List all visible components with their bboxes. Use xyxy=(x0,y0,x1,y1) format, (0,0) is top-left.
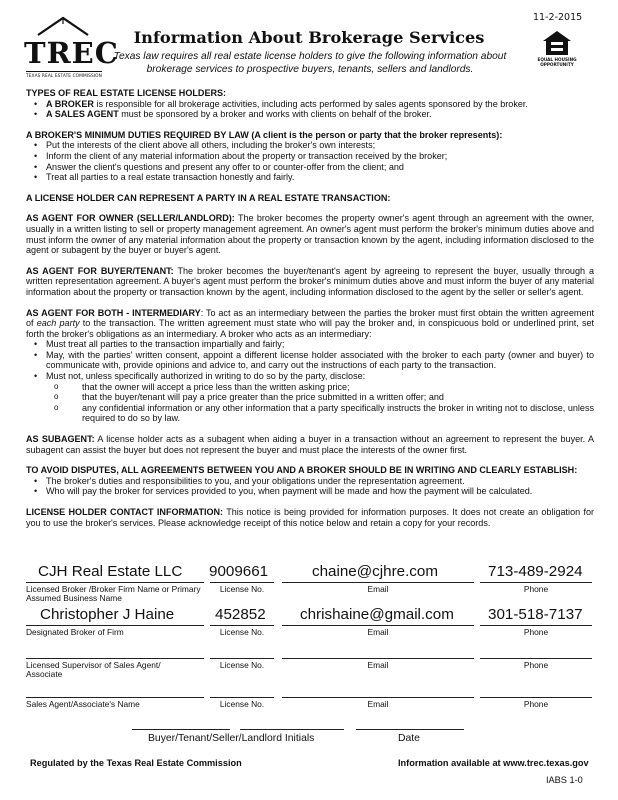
form-code: IABS 1-0 xyxy=(546,775,583,785)
list-item: • Must treat all parties to the transaction impartially and fairly; xyxy=(26,339,594,350)
date-label: Date xyxy=(398,733,420,744)
phone-label: Phone xyxy=(523,660,549,670)
sub-list-item: o that the buyer/tenant will pay a price greater than the price submitted in a written offer; and xyxy=(46,392,594,403)
list-item: • A SALES AGENT must be sponsored by a broker and works with clients on behalf of the broker. xyxy=(26,109,594,120)
license-label: License No. xyxy=(219,699,265,709)
email-label: Email xyxy=(367,627,389,637)
eho-line1: EQUAL HOUSING xyxy=(537,57,577,62)
initials-line-1[interactable] xyxy=(132,729,230,730)
phone-label: Phone xyxy=(523,627,549,637)
designated-broker-phone-field[interactable]: 301-518-7137 xyxy=(488,606,583,623)
disputes-heading: TO AVOID DISPUTES, ALL AGREEMENTS BETWEEN YOU AND A BROKER SHOULD BE IN WRITING AND CLEARLY ESTABLISH: xyxy=(26,465,578,476)
sub-list-item: o any confidential information or any other information that a party specifically instructs the broker in writing not to disclose, unless required to do so by law. xyxy=(46,403,594,424)
initials-line-2[interactable] xyxy=(240,729,344,730)
license-label: License No. xyxy=(219,627,265,637)
list-item: • Put the interests of the client above all others, including the broker's own interests; xyxy=(26,140,594,151)
broker-license-field[interactable]: 9009661 xyxy=(209,563,269,580)
disclose-list xyxy=(46,382,594,424)
document-date: 11-2-2015 xyxy=(533,12,583,23)
types-heading: TYPES OF REAL ESTATE LICENSE HOLDERS: xyxy=(26,88,227,98)
sales-agent-label: Sales Agent/Associate's Name xyxy=(26,699,140,709)
email-label: Email xyxy=(367,584,389,594)
phone-label: Phone xyxy=(523,584,549,594)
designated-broker-license-field[interactable]: 452852 xyxy=(215,606,266,623)
license-label: License No. xyxy=(219,660,265,670)
list-item: • Must not, unless specifically authorized in writing to do so by the party, disclose: o that the owner will accept a price less than the written asking price; o that the buyer/tenant will pay a price greater than the price submitted in a written offer; and o any confidential information or any other information that a party specifically instructs the broker in writing not to disclose, unless required to do so by law. xyxy=(26,371,594,424)
email-label: Email xyxy=(367,699,389,709)
subagent-paragraph: AS SUBAGENT: A license holder acts as a subagent when aiding a buyer in a transaction without an agreement to represent the buyer. A subagent can assist the buyer but does not represent the buyer and must place the interests of the owner first. xyxy=(26,434,595,455)
list-item: • Treat all parties to a real estate transaction honestly and fairly. xyxy=(26,172,594,183)
footer-regulated: Regulated by the Texas Real Estate Commission xyxy=(30,758,242,768)
document-body xyxy=(26,88,594,538)
agent-both-paragraph: AS AGENT FOR BOTH - INTERMEDIARY: To act as an intermediary between the parties the broker must first obtain the written agreement of each party to the transaction. The written agreement must state who will pay the broker and, in conspicuous bold or underlined print, set forth the broker's obligations as an intermediary. A broker who acts as an intermediary: xyxy=(26,307,595,339)
list-item: • Who will pay the broker for services provided to you, when payment will be made and how the payment will be calculated. xyxy=(26,486,594,497)
page-subtitle xyxy=(110,50,510,76)
page-title: Information About Brokerage Services xyxy=(133,28,485,47)
sub-list-item: o that the owner will accept a price less than the written asking price; xyxy=(46,382,594,393)
agent-owner-paragraph: AS AGENT FOR OWNER (SELLER/LANDLORD): The broker becomes the property owner's agent through an agreement with the owner, usually in a written listing to sell or property management agreement. An owner's agent must perform the broker's minimum duties above and must inform the owner of any material information about the property or transaction known by the agent, including information disclosed to the agent or subagent by the buyer or buyer's agent. xyxy=(26,213,594,256)
disputes-list xyxy=(26,476,594,497)
designated-broker-name-field[interactable]: Christopher J Haine xyxy=(40,606,175,623)
designated-broker-label: Designated Broker of Firm xyxy=(26,627,124,637)
broker-phone-field[interactable]: 713-489-2924 xyxy=(488,563,583,580)
supervisor-label: Licensed Supervisor of Sales Agent/ Associate xyxy=(26,660,161,679)
license-label: License No. xyxy=(219,584,265,594)
agent-buyer-paragraph: AS AGENT FOR BUYER/TENANT: The broker becomes the buyer/tenant's agent by agreeing to represent the buyer, usually through a written representation agreement. A buyer's agent must perform the broker's minimum duties above and must inform the buyer of any material information about the property or transaction known by the agent, including information disclosed to the agent by the seller or seller's agent. xyxy=(26,265,594,297)
phone-label: Phone xyxy=(523,699,549,709)
duties-list xyxy=(26,140,594,182)
broker-firm-name-field[interactable]: CJH Real Estate LLC xyxy=(38,563,183,580)
broker-email-field[interactable]: chaine@cjhre.com xyxy=(312,563,439,580)
represent-heading: A LICENSE HOLDER CAN REPRESENT A PARTY IN A REAL ESTATE TRANSACTION: xyxy=(26,192,391,203)
list-item: • A BROKER is responsible for all brokerage activities, including acts performed by sales agents sponsored by the broker. xyxy=(26,99,594,110)
list-item: • Answer the client's questions and present any offer to or counter-offer from the client; and xyxy=(26,162,594,173)
duties-heading: A BROKER'S MINIMUM DUTIES REQUIRED BY LAW (A client is the person or party that the broker represents): xyxy=(26,129,503,140)
trec-logo xyxy=(20,16,119,82)
list-item: • May, with the parties' written consent, appoint a different license holder associated with the broker to each party (owner and buyer) to communicate with, provide opinions and advice to, and carry out the instructions of each party to the transaction. xyxy=(26,350,594,371)
date-line[interactable] xyxy=(356,729,464,730)
subtitle-line2: brokerage services to prospective buyers, tenants, sellers and landlords. xyxy=(146,64,474,75)
list-item: • The broker's duties and responsibilities to you, and your obligations under the representation agreement. xyxy=(26,476,594,487)
broker-firm-name-label: Licensed Broker /Broker Firm Name or Primary Assumed Business Name xyxy=(26,584,201,603)
contact-paragraph: LICENSE HOLDER CONTACT INFORMATION: This notice is being provided for information purposes. It does not create an obligation for you to use the broker's services. Please acknowledge receipt of this notice below and retain a copy for your records. xyxy=(26,507,594,528)
types-list xyxy=(26,99,594,120)
logo-text: TREC xyxy=(24,36,119,70)
logo-subtext: TEXAS REAL ESTATE COMMISSION xyxy=(26,74,102,79)
initials-label: Buyer/Tenant/Seller/Landlord Initials xyxy=(148,733,315,744)
email-label: Email xyxy=(367,660,389,670)
intermediary-list xyxy=(26,339,594,424)
eho-line2: OPPORTUNITY xyxy=(540,62,574,67)
designated-broker-email-field[interactable]: chrishaine@gmail.com xyxy=(300,606,454,623)
list-item: • Inform the client of any material information about the property or transaction received by the broker; xyxy=(26,151,594,162)
subtitle-line1: Texas law requires all real estate license holders to give the following information about xyxy=(113,51,507,62)
footer-info-link[interactable]: Information available at www.trec.texas.gov xyxy=(398,758,589,768)
